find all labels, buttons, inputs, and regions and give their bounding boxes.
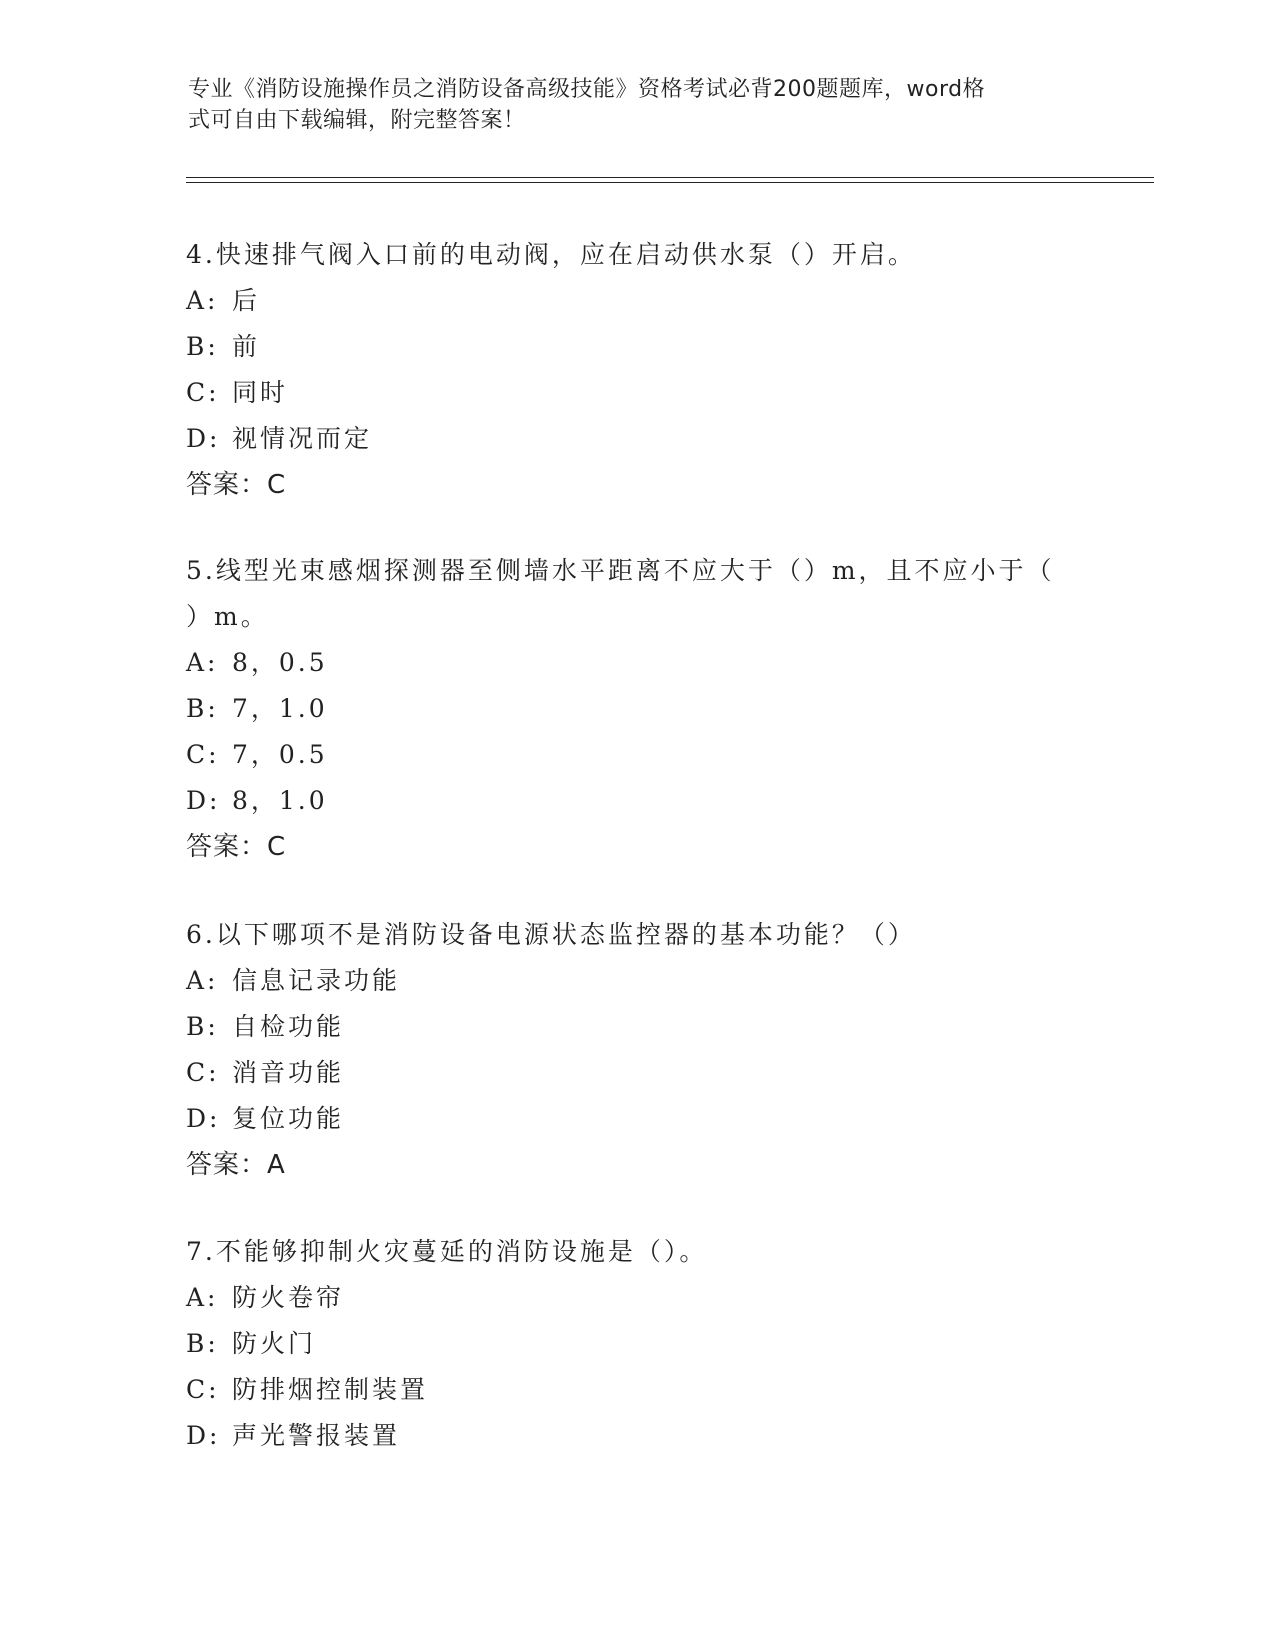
option-c — [186, 370, 1086, 416]
option-b — [186, 324, 1086, 370]
question-stem: 6.以下哪项不是消防设备电源状态监控器的基本功能？（） — [186, 920, 916, 949]
option-letter: A: — [186, 648, 219, 677]
option-letter: B: — [186, 1012, 219, 1041]
option-text: 消音功能 — [232, 1058, 345, 1087]
question-stem: 5.线型光束感烟探测器至侧墙水平距离不应大于（）m，且不应小于（ — [186, 556, 1055, 585]
option-c — [186, 732, 1086, 778]
option-text: 7，1.0 — [232, 694, 328, 723]
option-a — [186, 1275, 1086, 1321]
option-d — [186, 416, 1086, 462]
option-letter: C: — [186, 378, 220, 407]
option-letter: D: — [186, 1104, 221, 1133]
option-letter: A: — [186, 286, 219, 315]
option-text: 防排烟控制装置 — [232, 1375, 429, 1404]
option-a — [186, 640, 1086, 686]
option-b — [186, 686, 1086, 732]
option-letter: D: — [186, 424, 221, 453]
option-text: 自检功能 — [232, 1012, 345, 1041]
option-text: 声光警报装置 — [232, 1421, 401, 1450]
option-letter: C: — [186, 1058, 220, 1087]
header-line-1: 专业《消防设施操作员之消防设备高级技能》资格考试必背200题题库，word格 — [188, 77, 986, 102]
option-text: 防火门 — [232, 1329, 317, 1358]
option-letter: B: — [186, 332, 219, 361]
option-text: 7，0.5 — [232, 740, 328, 769]
header-divider-bottom — [186, 182, 1154, 183]
option-letter: A: — [186, 1283, 219, 1312]
option-text: 复位功能 — [232, 1104, 345, 1133]
option-b — [186, 1321, 1086, 1367]
question-stem-continued: ）m。 — [186, 602, 269, 631]
option-text: 防火卷帘 — [232, 1283, 345, 1312]
question-7 — [186, 1229, 1086, 1459]
question-6 — [186, 912, 1086, 1188]
option-b — [186, 1004, 1086, 1050]
answer-line: 答案：A — [186, 1150, 286, 1180]
option-text: 前 — [232, 332, 261, 361]
option-text: 8，0.5 — [232, 648, 328, 677]
option-letter: D: — [186, 1421, 221, 1450]
question-4 — [186, 232, 1086, 508]
option-a — [186, 278, 1086, 324]
option-c — [186, 1367, 1086, 1413]
answer-line: 答案：C — [186, 832, 287, 862]
option-text: 后 — [232, 286, 261, 315]
option-letter: B: — [186, 1329, 219, 1358]
header-line-2: 式可自由下载编辑，附完整答案！ — [188, 108, 526, 133]
option-letter: C: — [186, 740, 220, 769]
option-a — [186, 958, 1086, 1004]
option-d — [186, 1096, 1086, 1142]
option-letter: B: — [186, 694, 219, 723]
option-text: 视情况而定 — [232, 424, 373, 453]
option-letter: C: — [186, 1375, 220, 1404]
question-5 — [186, 548, 1086, 870]
header-divider-top — [186, 177, 1154, 178]
option-d — [186, 778, 1086, 824]
option-letter: A: — [186, 966, 219, 995]
answer-line: 答案：C — [186, 470, 287, 500]
question-stem: 7.不能够抑制火灾蔓延的消防设施是（）。 — [186, 1237, 708, 1266]
document-header — [188, 74, 1088, 136]
option-text: 同时 — [232, 378, 289, 407]
option-letter: D: — [186, 786, 221, 815]
option-c — [186, 1050, 1086, 1096]
option-d — [186, 1413, 1086, 1459]
question-stem: 4.快速排气阀入口前的电动阀，应在启动供水泵（）开启。 — [186, 240, 916, 269]
option-text: 信息记录功能 — [232, 966, 401, 995]
option-text: 8，1.0 — [232, 786, 328, 815]
